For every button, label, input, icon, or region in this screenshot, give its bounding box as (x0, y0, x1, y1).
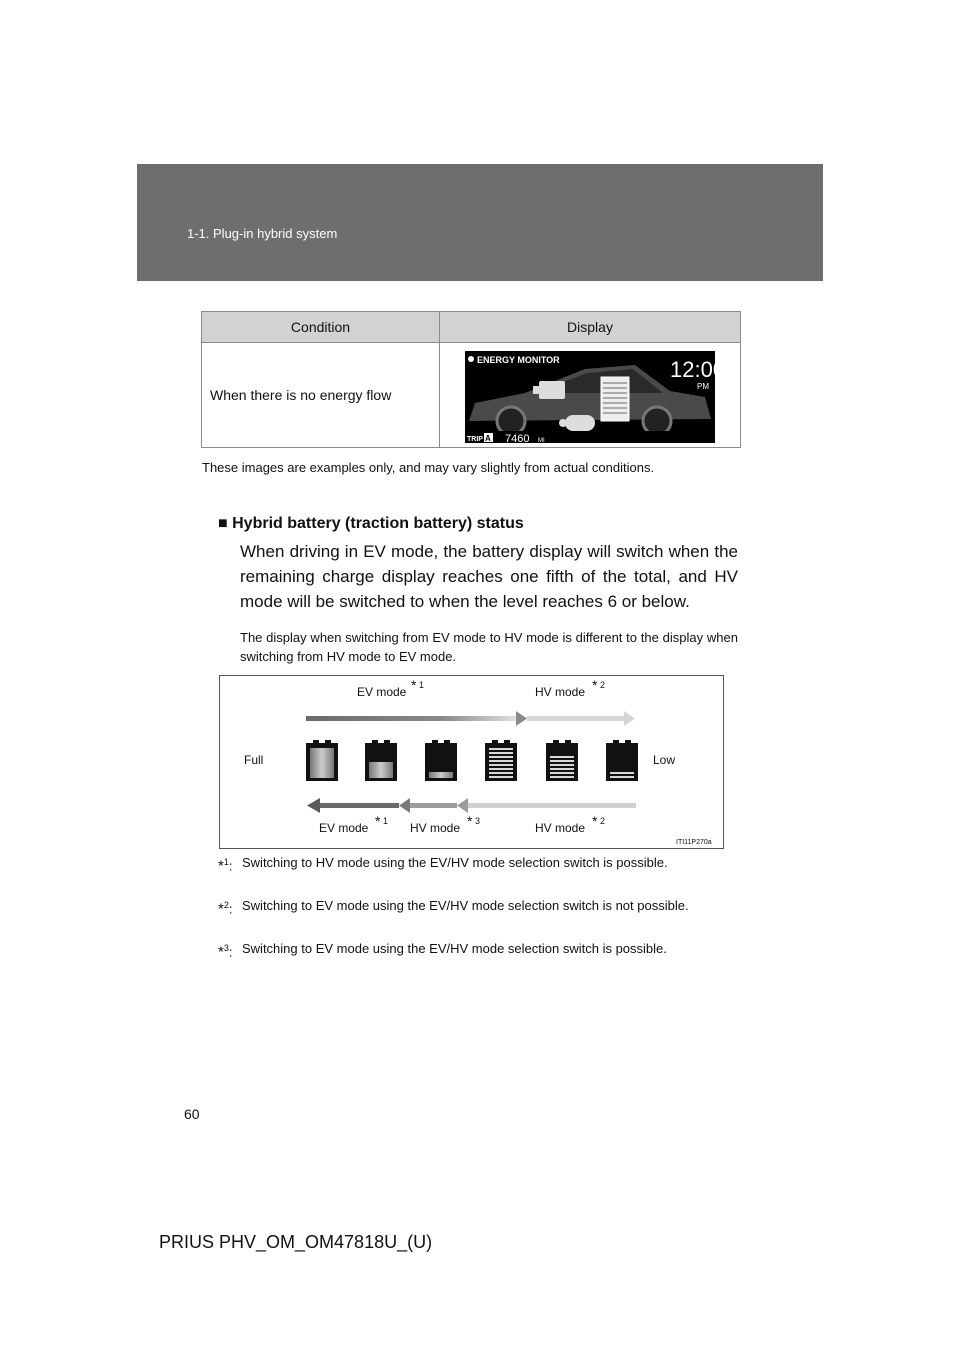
footnote-marker: *$^3$: (218, 943, 233, 961)
battery-level-5 (546, 740, 578, 781)
condition-cell: When there is no energy flow (202, 343, 440, 448)
section-label: 1-1. Plug-in hybrid system (187, 226, 338, 241)
column-header-display: Display (440, 312, 741, 343)
bottom-arrow-shaft-ev (320, 803, 399, 808)
top-ev-sup: 1 (419, 680, 425, 690)
odometer-unit: MI (538, 437, 545, 444)
asterisk-icon: * (218, 943, 224, 961)
bottom-hv3-sup: 3 (475, 816, 481, 826)
top-hv-asterisk-icon: * (592, 677, 598, 693)
trip-letter: A (485, 433, 491, 443)
footnote-marker: *$^1$: (218, 857, 233, 875)
section-body: When driving in EV mode, the battery display will switch when the remaining charge display reaches one fifth of the total, and HV mode will be switched to when the level reaches 6 or below. (240, 542, 738, 611)
document-footer: PRIUS PHV_OM_OM47818U_(U) (159, 1232, 433, 1252)
battery-mode-diagram-svg (220, 676, 723, 848)
bottom-ev-sup: 1 (383, 816, 389, 826)
battery-level-4 (485, 740, 517, 781)
battery-level-1 (306, 740, 338, 781)
footnote-3 (218, 939, 740, 961)
battery-level-3 (425, 740, 457, 781)
battery-mode-diagram (219, 675, 724, 849)
monitor-ampm: PM (697, 381, 709, 391)
battery-level-6 (606, 740, 638, 781)
bottom-hv2-sup: 2 (600, 816, 606, 826)
bottom-hv3-asterisk-icon: * (467, 813, 473, 829)
section-title (218, 515, 738, 533)
top-ev-asterisk-icon: * (411, 677, 417, 693)
bottom-ev-label: EV mode (319, 821, 369, 835)
top-arrow-head-hv (624, 711, 635, 726)
bottom-arrow-head-ev (307, 798, 320, 813)
battery-level-2 (365, 740, 397, 781)
bottom-hv2-asterisk-icon: * (592, 813, 598, 829)
display-cell (440, 343, 741, 448)
section-title-text: Hybrid battery (traction battery) status (232, 515, 524, 532)
bottom-ev-asterisk-icon: * (375, 813, 381, 829)
bottom-arrow-shaft-hv2 (468, 803, 636, 808)
example-note: These images are examples only, and may vary slightly from actual conditions. (202, 460, 655, 475)
asterisk-icon: * (218, 857, 224, 875)
bottom-arrow-head-hv3 (457, 798, 468, 813)
footnote-text: Switching to EV mode using the EV/HV mode selection switch is possible. (242, 941, 667, 956)
trip-label: TRIP (467, 435, 483, 443)
top-arrow-head-ev (516, 711, 527, 726)
column-header-condition: Condition (202, 312, 440, 343)
top-hv-label: HV mode (535, 685, 586, 699)
top-hv-sup: 2 (600, 680, 606, 690)
page-header (137, 164, 823, 281)
section-detail: The display when switching from EV mode to HV mode is different to the display when switching from HV mode to EV mode. (240, 630, 738, 664)
footnote-1 (218, 853, 740, 875)
monitor-title: ENERGY MONITOR (477, 354, 560, 365)
top-ev-label: EV mode (357, 685, 407, 699)
asterisk-icon: * (218, 900, 224, 918)
bottom-arrow-shaft-hv3 (410, 803, 457, 808)
odometer-value: 7460 (505, 432, 530, 445)
condition-table (201, 311, 741, 448)
bottom-arrow-head-ev-mid (399, 798, 410, 813)
full-label: Full (244, 753, 264, 767)
footnote-2 (218, 896, 740, 918)
footnote-text: Switching to EV mode using the EV/HV mode selection switch is not possible. (242, 898, 689, 913)
footnote-text: Switching to HV mode using the EV/HV mode selection switch is possible. (242, 855, 668, 870)
bottom-hv3-label: HV mode (410, 821, 461, 835)
figure-code: ITI11P270a (676, 839, 712, 846)
square-bullet-icon: ■ (218, 515, 228, 532)
top-arrow-shaft-hv (527, 716, 624, 721)
monitor-clock: 12:00 (670, 356, 726, 382)
energy-monitor-screen (465, 351, 726, 445)
low-label: Low (653, 753, 676, 767)
page-number: 60 (184, 1106, 200, 1122)
bottom-hv2-label: HV mode (535, 821, 586, 835)
top-arrow-shaft-ev (306, 716, 516, 721)
footnote-marker: *$^2$: (218, 900, 233, 918)
battery-status-section (218, 515, 738, 666)
